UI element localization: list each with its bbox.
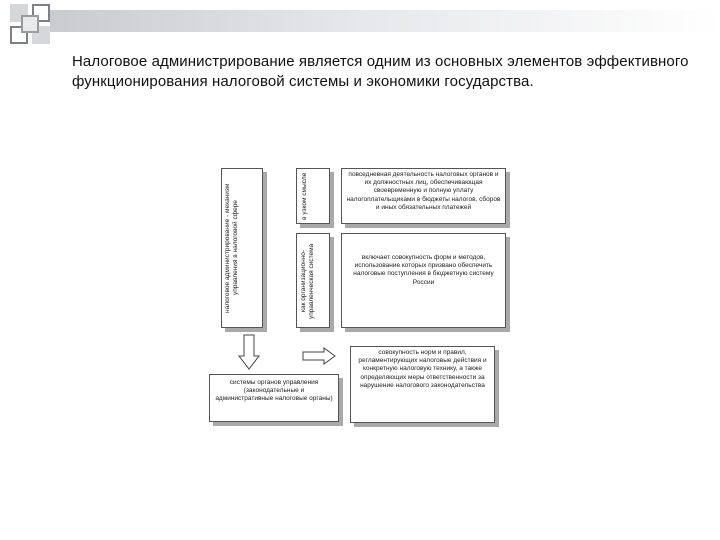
org-system-box (296, 233, 330, 328)
forms-methods-text: включает совокупность форм и методов, использование которых призвано обеспечить налоговые поступления в бюджетную систему России (353, 254, 494, 286)
right-arrow-icon (302, 347, 336, 365)
narrow-sense-text: в узком смысле (301, 172, 308, 220)
management-bodies-text: системы органов управления (законодательные и административные налоговые органы) (215, 379, 333, 403)
header-gradient-bar (50, 10, 720, 32)
management-bodies-box (209, 374, 339, 422)
slide-title: Налоговое администрирование является одним из основных элементов эффективного функционирования налоговой системы и экономики государства. (72, 53, 689, 90)
forms-methods-box (341, 233, 506, 328)
norms-rules-box (350, 346, 495, 423)
slide-header-decoration (0, 0, 720, 44)
daily-activity-box (341, 168, 506, 224)
main-concept-text: налоговое администрирование - механизм управления в налоговой сфере (224, 183, 239, 313)
header-square (21, 15, 39, 33)
org-system-text: как организационно-управленческая система (300, 243, 315, 319)
main-concept-box (221, 168, 263, 328)
narrow-sense-box (296, 168, 330, 224)
down-arrow-icon (238, 334, 260, 370)
norms-rules-text: совокупность норм и правил, регламентирующих налоговые действия и конкретную налоговую технику, а также определяющих меры ответственности за нарушение налогового законодательства (358, 349, 487, 389)
daily-activity-text: повседневная деятельность налоговых органов и их должностных лиц, обеспечивающая своевременную и полную уплату налогоплательщиками в бюджеты налогов, сборов и иных обязательных платежей (346, 171, 501, 211)
